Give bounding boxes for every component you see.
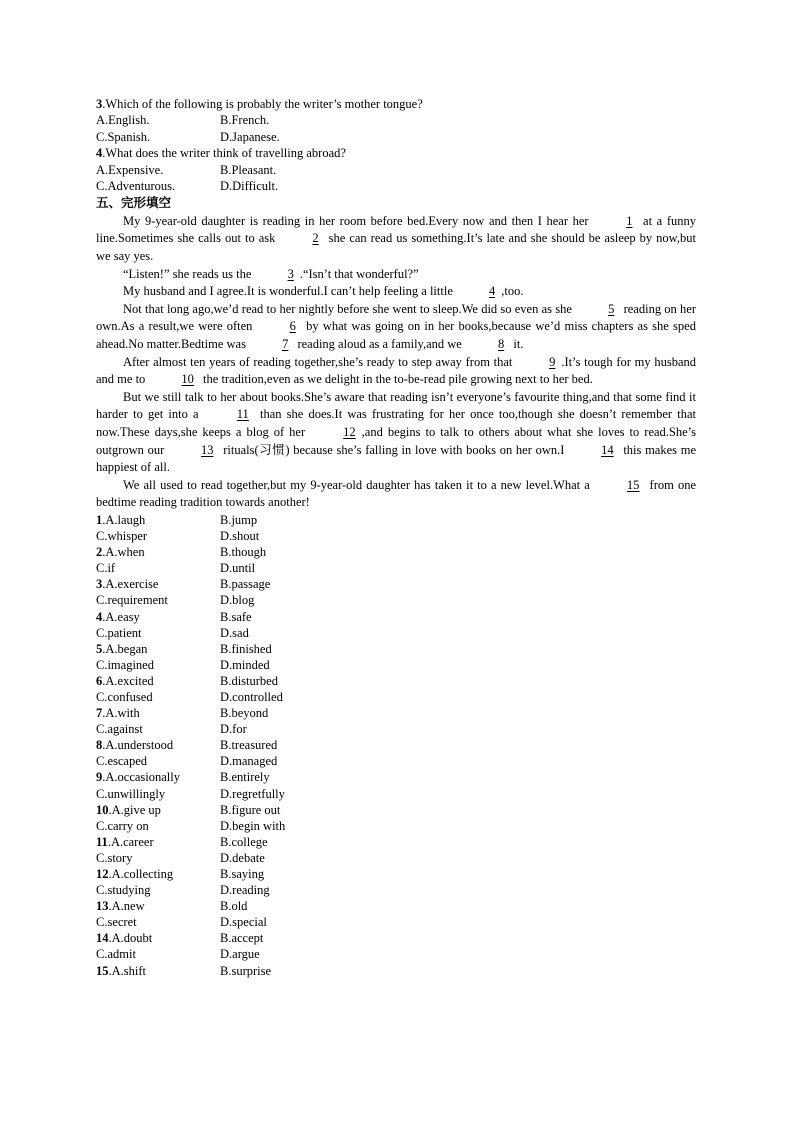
option-d: D.begin with xyxy=(220,818,286,833)
option-b: B.old xyxy=(220,899,248,914)
option-b: B.jump xyxy=(220,512,258,527)
option-b: B.passage xyxy=(220,577,271,592)
option-d: D.controlled xyxy=(220,689,283,704)
option-a: .A.give up xyxy=(108,802,161,817)
section-title: 五、完形填空 xyxy=(96,196,172,211)
option-d: D.minded xyxy=(220,657,270,672)
blank-10: 10 xyxy=(181,372,194,387)
option-b: B.though xyxy=(220,545,267,560)
option-a: .A.when xyxy=(102,545,145,560)
question-number: 3 xyxy=(96,97,103,111)
option-c: C.whisper xyxy=(96,529,148,544)
option-a: .A.with xyxy=(102,706,140,721)
blank-7: 7 xyxy=(282,337,289,351)
option-d: D.special xyxy=(220,915,267,930)
cloze-question-11: 11.A.career B.college C.story D.debate xyxy=(96,834,268,865)
option-a: A.English. xyxy=(96,113,150,128)
cloze-passage xyxy=(96,213,696,512)
option-c: C.confused xyxy=(96,689,153,704)
cloze-question-5: 5.A.began B.finished C.imagined D.minded xyxy=(96,641,272,672)
option-a: .A.began xyxy=(102,641,148,656)
option-d: D.for xyxy=(220,722,247,737)
reading-question-4 xyxy=(96,145,696,194)
option-d: D.blog xyxy=(220,593,255,608)
blank-4: 4 xyxy=(489,284,496,299)
option-c: C.carry on xyxy=(96,818,149,833)
option-d: D.sad xyxy=(220,625,249,640)
reading-question-3 xyxy=(96,96,696,145)
option-a: .A.excited xyxy=(102,673,154,688)
paragraph-2: “Listen!” she reads us the 3 .“Isn’t that wonderful?” xyxy=(96,266,696,284)
option-c: C.escaped xyxy=(96,754,148,769)
option-b: B.accept xyxy=(220,931,264,946)
option-b: B.entirely xyxy=(220,770,270,785)
option-d: D.managed xyxy=(220,754,278,769)
option-a: .A.collecting xyxy=(108,867,174,881)
cloze-question-7: 7.A.with B.beyond C.against D.for xyxy=(96,706,269,737)
option-c: C.admit xyxy=(96,947,136,962)
option-d: D.regretfully xyxy=(220,786,285,801)
blank-12: 12 xyxy=(343,424,356,439)
option-c: C.unwillingly xyxy=(96,786,166,801)
option-b: B.college xyxy=(220,834,268,849)
option-d: D.reading xyxy=(220,883,270,898)
option-d: D.until xyxy=(220,561,256,576)
cloze-question-4: 4.A.easy B.safe C.patient D.sad xyxy=(96,609,252,640)
question-text: .What does the writer think of travelling abroad? xyxy=(102,146,346,161)
option-a: .A.shift xyxy=(108,963,146,978)
option-c: C.secret xyxy=(96,915,137,930)
option-a: A.Expensive. xyxy=(96,162,164,177)
cloze-question-13: 13.A.new B.old C.secret D.special xyxy=(96,899,267,930)
option-a: .A.career xyxy=(107,834,154,849)
option-b: B.disturbed xyxy=(220,673,278,688)
option-b: B.Pleasant. xyxy=(220,162,277,177)
blank-6: 6 xyxy=(289,319,296,334)
option-a: .A.doubt xyxy=(108,931,153,946)
option-c: C.against xyxy=(96,722,143,737)
cloze-question-10: 10.A.give up B.figure out C.carry on D.begin with xyxy=(96,802,286,833)
cloze-question-12: 12.A.collecting B.saying C.studying D.reading xyxy=(96,867,270,898)
cloze-question-15: 15.A.shift B.surprise xyxy=(96,963,272,978)
option-c: C.studying xyxy=(96,883,151,898)
blank-1: 1 xyxy=(626,213,633,228)
blank-11: 11 xyxy=(236,407,249,422)
paragraph-4: Not that long ago,we’d read to her nightly before she went to sleep.We did so even as she 5 reading on her own.As a result,we were often 6 by what was going on in her books,because we’d miss chapters as she sped ahead.No matter.Bedtime was 7 reading aloud as a family,and we 8 it. xyxy=(96,301,696,354)
blank-13: 13 xyxy=(201,442,214,457)
option-b: B.French. xyxy=(220,113,270,128)
paragraph-3: My husband and I agree.It is wonderful.I can’t help feeling a little 4 ,too. xyxy=(96,283,696,301)
option-a: .A.exercise xyxy=(102,577,159,592)
option-b: B.surprise xyxy=(220,963,272,978)
option-c: C.patient xyxy=(96,625,142,640)
paragraph-7: We all used to read together,but my 9-year-old daughter has taken it to a new level.What a 15 from one bedtime reading tradition towards another! xyxy=(96,477,696,510)
cloze-question-14: 14.A.doubt B.accept C.admit D.argue xyxy=(96,931,264,962)
paragraph-5: After almost ten years of reading together,she’s ready to step away from that 9 .It’s tough for my husband and me to 10 the tradition,even as we delight in the to-be-read pile growing next to her bed. xyxy=(96,354,696,389)
option-b: B.safe xyxy=(220,609,252,624)
option-c: C.Spanish. xyxy=(96,129,151,144)
option-c: C.story xyxy=(96,850,133,865)
option-c: C.imagined xyxy=(96,657,154,672)
blank-2: 2 xyxy=(312,231,319,246)
option-b: B.finished xyxy=(220,641,272,656)
option-c: C.if xyxy=(96,561,116,576)
option-d: D.debate xyxy=(220,850,265,865)
option-a: .A.easy xyxy=(102,609,140,624)
cloze-question-3: 3.A.exercise B.passage C.requirement D.blog xyxy=(96,577,271,608)
cloze-options xyxy=(96,512,696,979)
cloze-question-1: 1.A.laugh B.jump C.whisper D.shout xyxy=(96,512,260,544)
option-d: D.Difficult. xyxy=(220,179,279,194)
option-a: .A.new xyxy=(108,899,145,914)
blank-8: 8 xyxy=(497,337,505,351)
cloze-question-6: 6.A.excited B.disturbed C.confused D.controlled xyxy=(96,673,283,704)
option-b: B.treasured xyxy=(220,738,278,753)
option-d: D.argue xyxy=(220,947,260,962)
option-b: B.figure out xyxy=(220,802,281,817)
cloze-question-2: 2.A.when B.though C.if D.until xyxy=(96,545,267,576)
cloze-question-9: 9.A.occasionally B.entirely C.unwillingly D.regretfully xyxy=(96,770,285,801)
option-a: .A.understood xyxy=(102,738,174,753)
cloze-question-8: 8.A.understood B.treasured C.escaped D.managed xyxy=(96,738,278,769)
document-page xyxy=(96,96,696,979)
option-c: C.Adventurous. xyxy=(96,179,176,194)
blank-14: 14 xyxy=(601,442,614,457)
blank-3: 3 xyxy=(287,266,294,281)
option-a: .A.laugh xyxy=(102,512,146,527)
question-number: 4 xyxy=(96,146,103,161)
option-a: .A.occasionally xyxy=(102,770,181,785)
paragraph-1: My 9-year-old daughter is reading in her room before bed.Every now and then I hear her 1 at a funny line.Sometimes she calls out to ask 2 she can read us something.It’s late and she should be asleep by now,but we say yes. xyxy=(96,213,696,264)
option-b: B.saying xyxy=(220,867,265,881)
blank-9: 9 xyxy=(549,354,556,369)
option-d: D.Japanese. xyxy=(220,129,280,144)
paragraph-6: But we still talk to her about books.She’s aware that reading isn’t everyone’s favourite thing,and that some find it harder to get into a 11 than she does.It was frustrating for her once too,though she doesn’t remember that now.These days,she keeps a blog of her 12 ,and begins to talk to others about what she loves to read.She’s outgrown our 13 rituals(习惯) because she’s falling in love with books on her own.I 14 this makes me happiest of all. xyxy=(96,389,697,475)
question-text: .Which of the following is probably the writer’s mother tongue? xyxy=(102,97,423,111)
option-b: B.beyond xyxy=(220,706,269,721)
option-c: C.requirement xyxy=(96,593,168,608)
option-d: D.shout xyxy=(220,529,260,544)
blank-5: 5 xyxy=(608,301,615,316)
blank-15: 15 xyxy=(626,477,640,492)
